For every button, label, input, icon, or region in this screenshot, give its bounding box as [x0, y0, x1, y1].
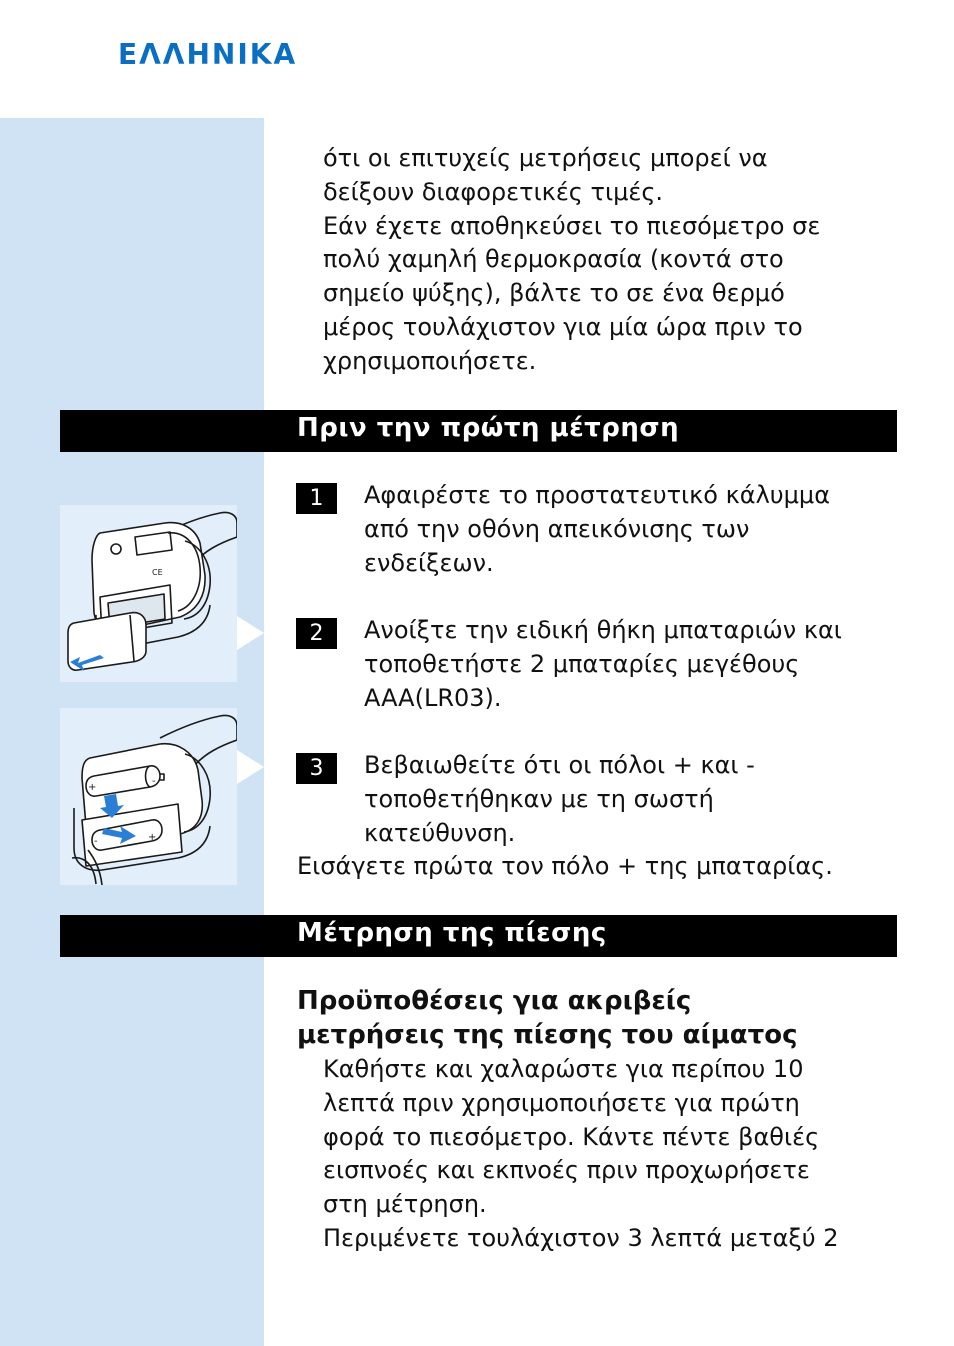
- step-number-2: 2: [296, 618, 337, 649]
- step-line: κατεύθυνση.: [364, 818, 516, 847]
- device-battery-insert-icon: [60, 708, 237, 885]
- step-line: Αφαιρέστε το προστατευτικό κάλυμμα: [364, 481, 831, 509]
- svg-text:+: +: [88, 782, 97, 793]
- subheading-line: Προϋποθέσεις για ακριβείς: [297, 986, 692, 1016]
- svg-text:CE: CE: [152, 568, 163, 577]
- subheading: [297, 984, 798, 1052]
- body-line: Καθήστε και χαλαρώστε για περίπου 10: [323, 1055, 804, 1083]
- body-line: εισπνοές και εκπνοές πριν προχωρήσετε: [323, 1156, 810, 1185]
- intro-line: πολύ χαμηλή θερμοκρασία (κοντά στο: [323, 245, 784, 274]
- intro-line: σημείο ψύξης), βάλτε το σε ένα θερμό: [323, 279, 785, 308]
- language-label: ΕΛΛΗΝΙΚΑ: [118, 38, 298, 71]
- intro-text: [323, 142, 820, 379]
- battery-note: Εισάγετε πρώτα τον πόλο + της μπαταρίας.: [297, 852, 833, 880]
- illustration-pointer-1: [237, 616, 264, 650]
- section-title: Μέτρηση της πίεσης: [297, 918, 607, 948]
- section-heading-bar: [60, 915, 897, 957]
- step-number-1: 1: [296, 483, 337, 514]
- intro-line: χρησιμοποιήσετε.: [323, 346, 537, 375]
- section-heading-bar: [60, 410, 897, 452]
- step-line: τοποθετήθηκαν με τη σωστή: [364, 784, 714, 813]
- step-line: AAA(LR03).: [364, 683, 502, 712]
- svg-text:-: -: [152, 776, 156, 787]
- step-line: τοποθετήστε 2 μπαταρίες μεγέθους: [364, 649, 800, 678]
- intro-line: δείξουν διαφορετικές τιμές.: [323, 177, 664, 206]
- body-line: Περιμένετε τουλάχιστον 3 λεπτά μεταξύ 2: [323, 1223, 839, 1252]
- body-line: λεπτά πριν χρησιμοποιήσετε για πρώτη: [323, 1088, 800, 1117]
- intro-line: Εάν έχετε αποθηκεύσει το πιεσόμετρο σε: [323, 211, 821, 240]
- step-line: Ανοίξτε την ειδική θήκη μπαταριών και: [364, 616, 842, 644]
- svg-text:+: +: [148, 832, 157, 843]
- step-line: Βεβαιωθείτε ότι οι πόλοι + και -: [364, 751, 755, 779]
- intro-line: ότι οι επιτυχείς μετρήσεις μπορεί να: [323, 144, 768, 172]
- intro-line: μέρος τουλάχιστον για μία ώρα πριν το: [323, 312, 803, 341]
- step-line: από την οθόνη απεικόνισης των: [364, 514, 750, 543]
- step-number-3: 3: [296, 753, 337, 784]
- device-cover-removal-icon: [60, 505, 237, 682]
- body-line: φορά το πιεσόμετρο. Κάντε πέντε βαθιές: [323, 1122, 820, 1151]
- step-3-text: [364, 749, 755, 850]
- step-2-text: [364, 614, 842, 715]
- section2-body: [323, 1053, 839, 1256]
- section-title: Πριν την πρώτη μέτρηση: [297, 413, 680, 443]
- svg-text:-: -: [94, 836, 98, 847]
- subheading-line: μετρήσεις της πίεσης του αίματος: [297, 1020, 798, 1050]
- illustration-pointer-2: [237, 750, 264, 784]
- step-line: ενδείξεων.: [364, 548, 494, 577]
- step-1-text: [364, 479, 830, 580]
- body-line: στη μέτρηση.: [323, 1190, 487, 1219]
